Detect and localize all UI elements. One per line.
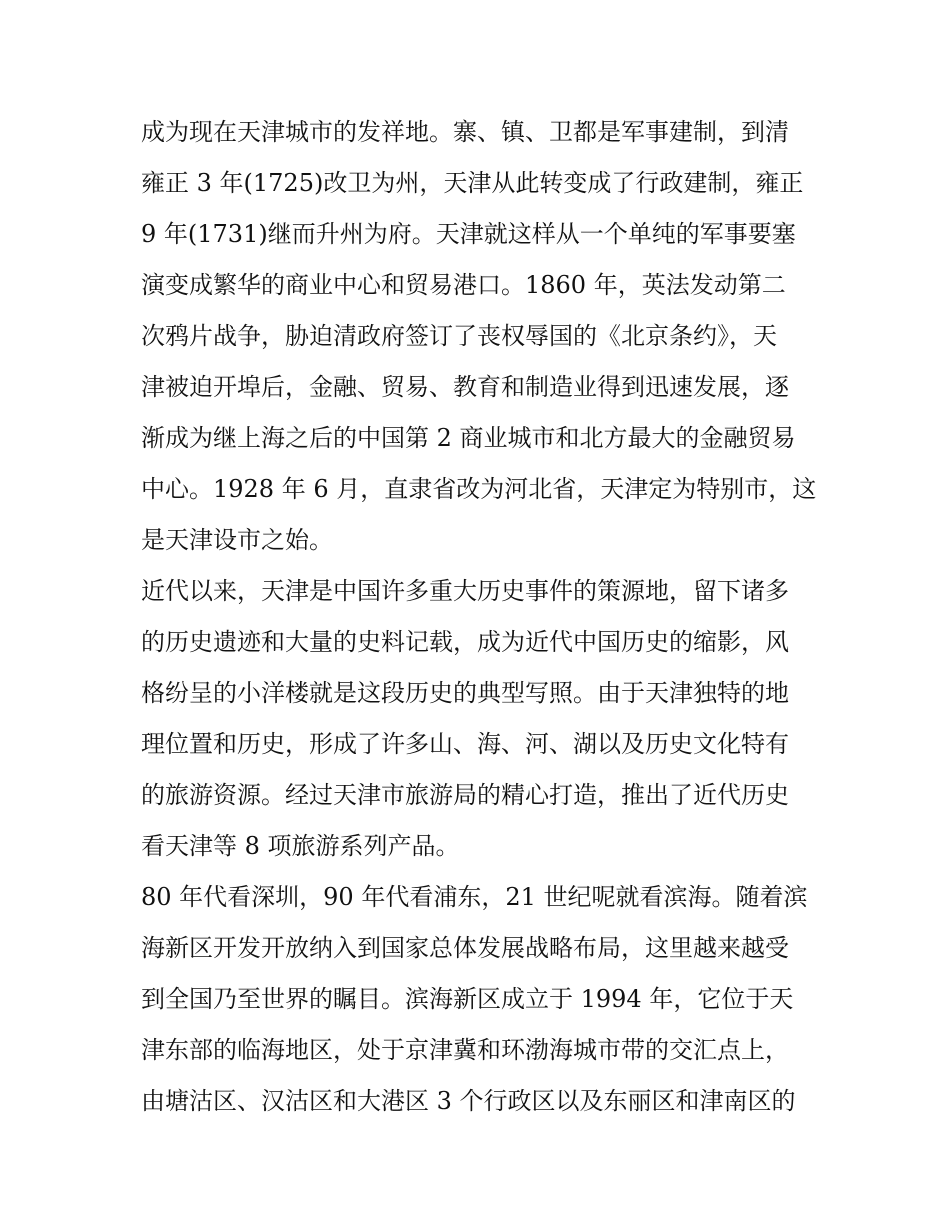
- text-line: 由塘沽区、汉沽区和大港区 3 个行政区以及东丽区和津南区的: [141, 1087, 796, 1115]
- text-line: 中心。1928 年 6 月，直隶省改为河北省，天津定为特别市，这: [141, 475, 817, 503]
- text-line: 演变成繁华的商业中心和贸易港口。1860 年，英法发动第二: [141, 271, 786, 299]
- text-line: 海新区开发开放纳入到国家总体发展战略布局，这里越来越受: [141, 934, 789, 962]
- text-line: 的旅游资源。经过天津市旅游局的精心打造，推出了近代历史: [141, 781, 789, 809]
- body-text: [141, 107, 821, 1127]
- text-line: 渐成为继上海之后的中国第 2 商业城市和北方最大的金融贸易: [141, 424, 796, 452]
- text-line: 理位置和历史，形成了许多山、海、河、湖以及历史文化特有: [141, 730, 789, 758]
- text-line: 80 年代看深圳，90 年代看浦东，21 世纪呢就看滨海。随着滨: [141, 883, 808, 911]
- text-line: 看天津等 8 项旅游系列产品。: [141, 832, 460, 860]
- text-line: 9 年(1731)继而升州为府。天津就这样从一个单纯的军事要塞: [141, 220, 796, 248]
- text-line: 是天津设市之始。: [141, 526, 333, 554]
- text-line: 近代以来，天津是中国许多重大历史事件的策源地，留下诸多: [141, 577, 789, 605]
- text-line: 格纷呈的小洋楼就是这段历史的典型写照。由于天津独特的地: [141, 679, 789, 707]
- text-line: 津被迫开埠后，金融、贸易、教育和制造业得到迅速发展，逐: [141, 373, 789, 401]
- text-line: 到全国乃至世界的瞩目。滨海新区成立于 1994 年，它位于天: [141, 985, 794, 1013]
- text-line: 津东部的临海地区，处于京津冀和环渤海城市带的交汇点上，: [141, 1036, 789, 1064]
- text-line: 的历史遗迹和大量的史料记载，成为近代中国历史的缩影，风: [141, 628, 789, 656]
- text-line: 次鸦片战争，胁迫清政府签订了丧权辱国的《北京条约》，天: [141, 322, 777, 350]
- text-line: 雍正 3 年(1725)改卫为州，天津从此转变成了行政建制，雍正: [141, 169, 804, 197]
- text-line: 成为现在天津城市的发祥地。寨、镇、卫都是军事建制，到清: [141, 118, 789, 146]
